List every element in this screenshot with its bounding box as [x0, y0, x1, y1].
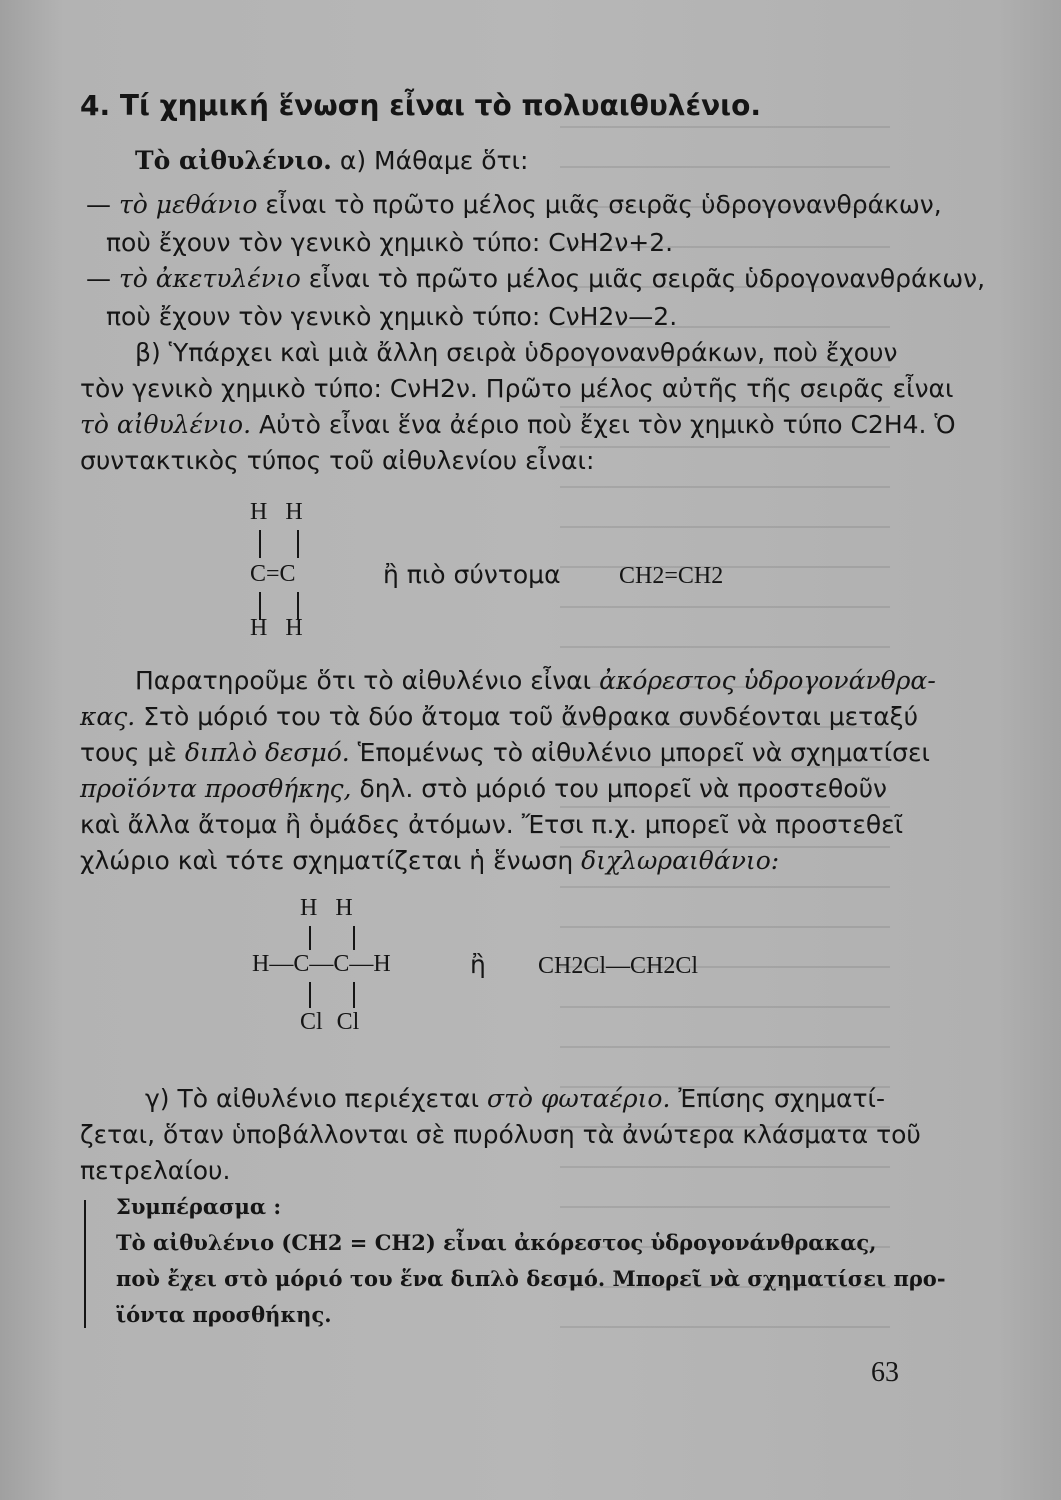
subheading-text: α) Μάθαμε ὅτι:	[339, 146, 529, 175]
conclusion-title: Συμπέρασμα :	[116, 1194, 282, 1219]
bond-line	[297, 530, 299, 558]
observation-line-6: χλώριο καὶ τότε σχηματίζεται ἡ ἕνωση διχλωραιθάνιο:	[80, 846, 780, 875]
ethylene-top-hydrogens: H H	[250, 499, 303, 525]
bond-line	[353, 926, 355, 950]
dichloro-short-formula: CH2Cl—CH2Cl	[538, 953, 699, 979]
observation-line-1: Παρατηροῦμε ὅτι τὸ αἰθυλένιο εἶναι ἀκόρεστος ὑδρογονάνθρα-	[135, 666, 936, 695]
section-heading: 4. Τί χημική ἕνωση εἶναι τὸ πολυαιθυλένιο.	[80, 89, 761, 122]
list-item-methane: — τὸ μεθάνιο εἶναι τὸ πρῶτο μέλος μιᾶς σειρᾶς ὑδρογονανθράκων,	[86, 190, 942, 219]
term-addition-products: προϊόντα προσθήκης,	[80, 774, 352, 803]
observation-line-2: κας. Στὸ μόριό του τὰ δύο ἄτομα τοῦ ἄνθρακα συνδέονται μεταξύ	[80, 702, 919, 731]
dichloro-or-text: ἢ	[470, 950, 486, 979]
ethylene-or-text: ἢ πιὸ σύντομα	[383, 560, 561, 589]
bond-line	[309, 926, 311, 950]
term-coal-gas: στὸ φωταέριο.	[487, 1084, 671, 1113]
term-ethylene: τὸ αἰθυλένιο.	[80, 410, 252, 439]
ethylene-short-formula: CH2=CH2	[619, 563, 724, 589]
paragraph-b-line-1: β) Ὑπάρχει καὶ μιὰ ἄλλη σειρὰ ὑδρογονανθράκων, ποὺ ἔχουν	[135, 338, 898, 367]
conclusion-rule	[84, 1200, 86, 1328]
bond-line	[259, 530, 261, 558]
ethylene-bottom-hydrogens: H H	[250, 615, 303, 641]
subheading	[135, 148, 528, 173]
term-dichloroethane: διχλωραιθάνιο:	[581, 846, 780, 875]
bond-line	[309, 982, 311, 1008]
paragraph-g-line-3: πετρελαίου.	[80, 1156, 231, 1185]
term-unsaturated: ἀκόρεστος ὑδρογονάνθρα-	[599, 666, 936, 695]
ethylene-carbons: C=C	[250, 561, 296, 587]
paragraph-b-line-3: τὸ αἰθυλένιο. Αὐτὸ εἶναι ἕνα ἀέριο ποὺ ἔχει τὸν χημικὸ τύπο C2H4. Ὁ	[80, 410, 956, 439]
acetylene-formula-line: ποὺ ἔχουν τὸν γενικὸ χημικὸ τύπο: CνH2ν—2.	[106, 302, 678, 331]
paragraph-b-line-2: τὸν γενικὸ χημικὸ τύπο: CνH2ν. Πρῶτο μέλος αὐτῆς τῆς σειρᾶς εἶναι	[80, 374, 954, 403]
subheading-bold: Τὸ αἰθυλένιο.	[135, 146, 332, 175]
term-acetylene: τὸ ἀκετυλένιο	[118, 264, 301, 293]
conclusion-line-2: ποὺ ἔχει στὸ μόριό του ἕνα διπλὸ δεσμό. Μπορεῖ νὰ σχηματίσει προ-	[116, 1266, 946, 1291]
list-item-acetylene: — τὸ ἀκετυλένιο εἶναι τὸ πρῶτο μέλος μιᾶς σειρᾶς ὑδρογονανθράκων,	[86, 264, 986, 293]
term-methane: τὸ μεθάνιο	[118, 190, 258, 219]
dichloro-chlorines: Cl Cl	[300, 1009, 360, 1035]
observation-line-5: καὶ ἄλλα ἄτομα ἢ ὁμάδες ἀτόμων. Ἔτσι π.χ. μπορεῖ νὰ προστεθεῖ	[80, 810, 904, 839]
conclusion-line-3: ϊόντα προσθήκης.	[116, 1302, 332, 1327]
paragraph-g-line-2: ζεται, ὅταν ὑποβάλλονται σὲ πυρόλυση τὰ ἀνώτερα κλάσματα τοῦ	[80, 1120, 921, 1149]
page-number: 63	[871, 1357, 899, 1388]
methane-formula-line: ποὺ ἔχουν τὸν γενικὸ χημικὸ τύπο: CνH2ν+2.	[106, 228, 674, 257]
term-double-bond: διπλὸ δεσμό.	[184, 738, 350, 767]
paragraph-g-line-1: γ) Τὸ αἰθυλένιο περιέχεται στὸ φωταέριο. Ἐπίσης σχηματί-	[145, 1084, 886, 1113]
observation-line-3: τους μὲ διπλὸ δεσμό. Ἑπομένως τὸ αἰθυλένιο μπορεῖ νὰ σχηματίσει	[80, 738, 930, 767]
conclusion-line-1: Τὸ αἰθυλένιο (CH2 = CH2) εἶναι ἀκόρεστος ὑδρογονάνθρακας,	[116, 1230, 877, 1255]
dichloro-carbon-chain: H—C—C—H	[252, 951, 391, 977]
dichloro-top-hydrogens: H H	[300, 895, 353, 921]
bond-line	[353, 982, 355, 1008]
observation-line-4: προϊόντα προσθήκης, δηλ. στὸ μόριό του μπορεῖ νὰ προστεθοῦν	[80, 774, 888, 803]
paragraph-b-line-4: συντακτικὸς τύπος τοῦ αἰθυλενίου εἶναι:	[80, 446, 595, 475]
